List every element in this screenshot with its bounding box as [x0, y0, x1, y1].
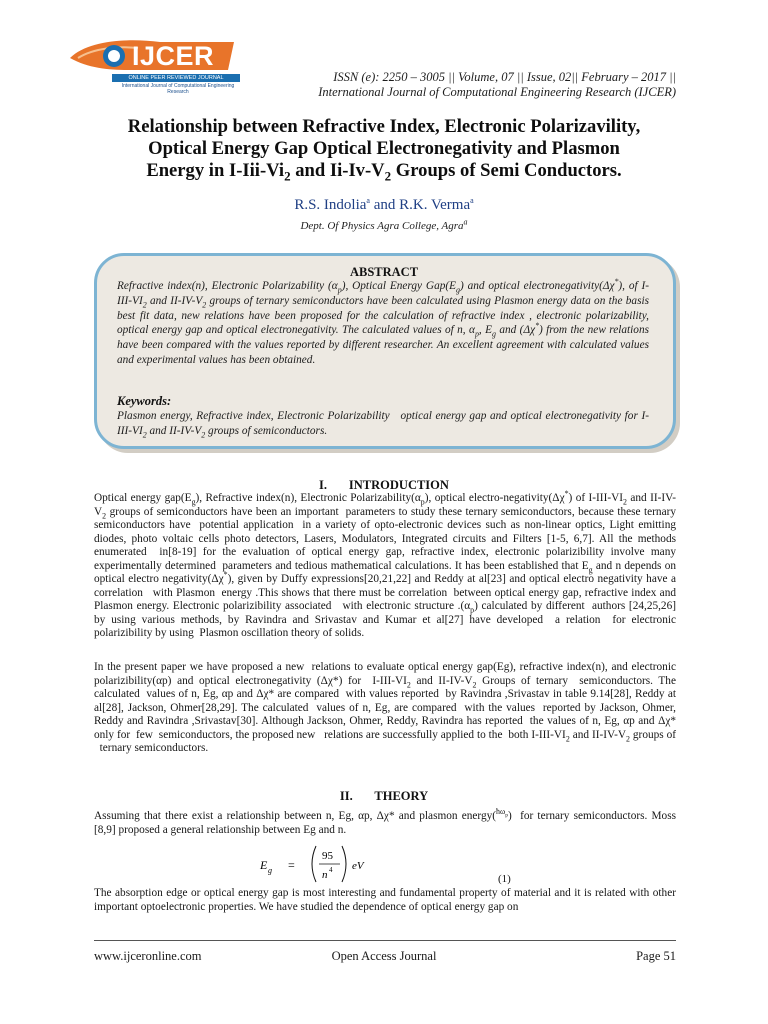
abstract-text: Refractive index(n), Electronic Polarizability $(\alpha_p)$, Optical Energy $Gap(E_g)$ and optical electronegativity(Δχ*), of $I-III-VI_2$ and $II-IV-V_2$ groups of ternary semiconductors have been calculated using Plasmon energy data on the basis best fit data, new relations have been proposed for the calculation of refractive index , electronic polarizability, optical energy gap and optical electronegativity. The calculated values of n, $\alpha_p$, $E_g$ and (Δχ*) from the new relations have been compared with the values reported by different researcher. An excellent agreement with calculated values and experimental values has been obtained.	[117, 277, 650, 366]
equation-unit: eV	[352, 860, 364, 872]
issn-line: ISSN (e): 2250 – 3005 || Volume, 07 || Issue, 02|| February – 2017 ||	[333, 70, 676, 84]
journal-name: International Journal of Computational Engineering Research (IJCER)	[318, 85, 676, 99]
journal-logo	[68, 36, 240, 102]
introduction-paragraph-2: In the present paper we have proposed a new relations to evaluate optical energy gap(Eg), refractive index(n), and electronic polarizibility(αp) and optical electronegativity (Δχ*) for $I-III-VI_2$ and $II-IV-V_2$ Groups of ternary semiconductors. The calculated values of n, Eg, αp and Δχ* are compared with values reported by Ravindra ,Srivastav in table 9.14[28], Reddy at al[28], Jackson, Ohmer[28,29]. The calculated values of n, Eg, are compared with the values reported by Jackson, Ohmer, Reddy and Ravindra ,Srivastav[30]. Although Jackson, Ohmer, Reddy, Ravindra has reported the values of n, Eg, αp and Δχ* only for few semiconductors, the proposed new relations are successfully applied to the both $I-III-VI_2$ and $II-IV-V_2$ groups of ternary semiconductors.	[94, 661, 676, 754]
left-paren-icon	[312, 846, 316, 882]
equation-equals: =	[288, 858, 295, 872]
equation-denominator: n	[322, 869, 328, 881]
logo-band: ONLINE PEER REVIEWED JOURNAL	[112, 74, 240, 82]
equation-lhs-sub: g	[268, 866, 272, 875]
section-heading-introduction: I. INTRODUCTION	[319, 478, 449, 492]
keywords-text: Plasmon energy, Refractive index, Electronic Polarizability optical energy gap and optical electronegativity for $I-III-VI_2$ and $II-IV-V_2$ groups of semiconductors.	[117, 410, 649, 440]
logo-name: IJCER	[132, 41, 215, 71]
title-line-1: Relationship between Refractive Index, Electronic Polarizavility,	[127, 116, 641, 137]
footer-access-label: Open Access Journal	[331, 949, 437, 963]
footer-divider	[94, 940, 676, 941]
introduction-paragraph-1: Optical energy $gap(E_g)$, Refractive index(n), Electronic $Polarizability(\alpha_p)$, optical electro-negativity(Δχ*) of $I-III-VI_2$ and $II-IV-V_2$ groups of semiconductors have been an important parameters to study these ternary semiconductors, because these ternary semiconductors have potential application in a variety of opto-electronic devices such as non-linear optics, Light emitting diodes, photo voltaic cells photo detectors, Lasers, Modulators, Integrated circuits and Filters [1-5, 6,7]. All the methods enumerated in[8-19] for the evaluation of optical energy gap, refractive index, electronic polarizibility involve many experimentally determined parameters and tedious mathematical calculations. It has been established that $E_g$ and n depends on optical electro negativity(Δχ*), given by Duffy expressions[20,21,22] and Reddy at al[23] and optical electro negativity have a correlation with Plasmon energy .This shows that there must be correlation between optical energy gap, refractive index and Plasmon energy. Electronic polarizibility associated with electronic structure $.(\alpha_p)$ calculated by different authors [24,25,26] by using various methods, by Ravindra and Srivastav and Kumar et al[27] have developed a relation for electronic polarizibility by using Plasmon oscillation theory of solids.	[94, 489, 677, 639]
equation-number: (1)	[498, 873, 511, 885]
paper-title	[70, 116, 698, 182]
keywords-heading: Keywords:	[117, 394, 172, 408]
theory-paragraph-1: Assuming that there exist a relationship between n, Eg, αp, Δχ* and plasmon energy($^{ħ\omega_p}$) for ternary semiconductors. Moss [8,9] proposed a general relationship between Eg and n.	[94, 807, 676, 836]
logo-subtitle: International Journal of Computational Engineering Research	[121, 83, 235, 95]
section-heading-theory: II. THEORY	[339, 789, 429, 803]
author-1: R.S. Indolia	[294, 197, 367, 213]
theory-paragraph-2: The absorption edge or optical energy gap is most interesting and fundamental property of material and it is related with other important optoelectronic properties. We have studied the dependence of optical energy gap on	[94, 887, 676, 913]
footer-url: www.ijceronline.com	[94, 949, 202, 963]
equation-numerator: 95	[322, 850, 333, 862]
equation-1	[258, 842, 518, 886]
right-paren-icon	[342, 846, 346, 882]
equation-denominator-sup: 4	[329, 866, 333, 874]
authors: R.S. Indolia$^a$ and R.K. Verma$^a$	[294, 196, 474, 213]
title-line-3: Energy in $I-Iii-Vi_2$ and $Ii-Iv-V_2$ Groups of Semi Conductors.	[146, 160, 622, 184]
page-number: Page 51	[636, 949, 676, 963]
abstract-heading: ABSTRACT	[349, 265, 419, 279]
title-line-2: Optical Energy Gap Optical Electronegativity and Plasmon	[148, 138, 620, 159]
affiliation: Dept. Of Physics Agra College, Agra$^a$	[300, 217, 468, 232]
author-2: R.K. Verma	[399, 197, 471, 213]
equation-lhs: E	[260, 858, 268, 872]
